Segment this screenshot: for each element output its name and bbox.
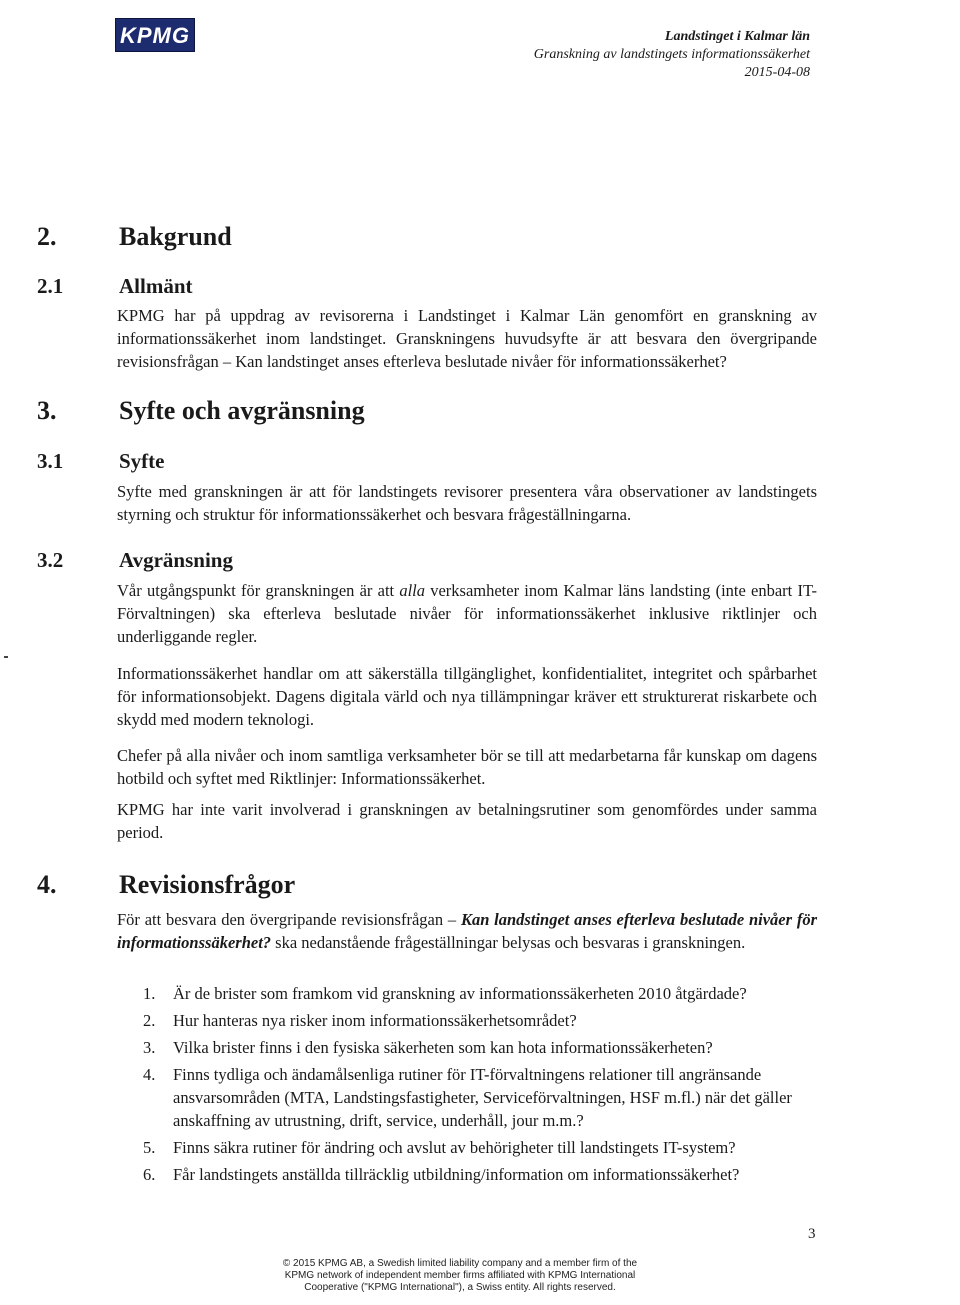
section-3-2-paragraph-1: [117, 579, 817, 648]
page-number: 3: [808, 1226, 816, 1242]
emphasis-text: Kan landstinget anses efterleva beslutade nivåer för informationssäkerhet?: [117, 910, 817, 952]
list-item: [143, 982, 823, 1005]
paragraph-text: För att besvara den övergripande revisionsfrågan –: [117, 910, 461, 929]
section-title: Avgränsning: [119, 548, 233, 572]
list-number: 2.: [143, 1011, 156, 1030]
page-header: [534, 28, 810, 82]
list-text: Hur hanteras nya risker inom informationssäkerhetsområdet?: [173, 1011, 577, 1030]
revision-questions-list: [143, 982, 823, 1190]
list-text: Är de brister som framkom vid granskning av informationssäkerheten 2010 åtgärdade?: [173, 984, 747, 1003]
section-3-2-paragraph-3: Chefer på alla nivåer och inom samtliga verksamheter bör se till att medarbetarna får kunskap om dagens hotbild och syftet med Riktlinjer: Informationssäkerhet.: [117, 746, 817, 788]
header-subtitle: Granskning av landstingets informationssäkerhet: [533, 47, 810, 62]
list-number: 1.: [143, 984, 156, 1003]
footer-line: KPMG network of independent member firms affiliated with KPMG International: [284, 1270, 636, 1281]
section-number: 3.: [37, 396, 57, 425]
list-text: Finns säkra rutiner för ändring och avslut av behörigheter till landstingets IT-system?: [173, 1138, 736, 1157]
copyright-footer: [240, 1258, 680, 1294]
section-title: Allmänt: [119, 274, 193, 298]
list-number: 3.: [143, 1038, 156, 1057]
list-item: [143, 1036, 823, 1059]
section-3-2-paragraph-4: KPMG har inte varit involverad i granskningen av betalningsrutiner som genomfördes under samma period.: [117, 800, 817, 842]
list-text: Får landstingets anställda tillräcklig utbildning/information om informationssäkerhet?: [173, 1165, 740, 1184]
paragraph-text: verksamheter inom Kalmar läns landsting (inte enbart IT-Förvaltningen) ska efterleva beslutade nivåer för informationssäkerhet inklusive riktlinjer och underliggande regler.: [117, 581, 818, 646]
section-number: 3.1: [37, 449, 64, 473]
list-number: 5.: [143, 1138, 156, 1157]
list-text: Finns tydliga och ändamålsenliga rutiner för IT-förvaltningens relationer till angränsande ansvarsområden (MTA, Landstingsfastigheter, Serviceförvaltningen, HSF m.fl.) när det gäller anskaffning av utrustning, drift, service, underhåll, jour m.m.?: [173, 1065, 792, 1130]
section-title: Bakgrund: [119, 222, 232, 251]
paragraph-text: Vår utgångspunkt för granskningen är att: [117, 581, 400, 600]
section-4-intro: [117, 908, 817, 954]
section-2-1-paragraph: KPMG har på uppdrag av revisorerna i Landstinget i Kalmar Län genomfört en granskning av informationssäkerhet inom landstinget. Granskningens huvudsyfte är att besvara den övergripande revisionsfrågan – Kan landstinget anses efterleva beslutade nivåer för informationssäkerhet?: [117, 306, 817, 371]
footer-line: © 2015 KPMG AB, a Swedish limited liability company and a member firm of the: [282, 1258, 638, 1269]
section-title: Syfte och avgränsning: [119, 396, 365, 425]
list-item: [143, 1063, 823, 1132]
list-number: 6.: [143, 1165, 156, 1184]
section-3-1-paragraph: Syfte med granskningen är att för landstingets revisorer presentera våra observationer av landstingets styrning och struktur för informationssäkerhet och besvara frågeställningarna.: [117, 482, 817, 524]
header-date: 2015-04-08: [744, 65, 810, 80]
scan-mark: [4, 656, 8, 658]
section-number: 4.: [37, 870, 57, 899]
section-3-2-paragraph-2: Informationssäkerhet handlar om att säkerställa tillgänglighet, konfidentialitet, integritet och spårbarhet för informationsobjekt. Dagens digitala värld och nya tillämpningar kräver ett strukturerat riskarbete och skydd med modern teknologi.: [117, 664, 817, 729]
emphasis-text: alla: [399, 581, 425, 600]
list-text: Vilka brister finns i den fysiska säkerheten som kan hota informationssäkerheten?: [173, 1038, 713, 1057]
header-organization: Landstinget i Kalmar län: [664, 29, 810, 44]
section-number: 2.: [37, 222, 57, 251]
paragraph-text: ska nedanstående frågeställningar belysas och besvaras i granskningen.: [271, 933, 746, 952]
section-number: 2.1: [37, 274, 64, 298]
section-title: Syfte: [119, 449, 165, 473]
section-number: 3.2: [37, 548, 64, 572]
section-title: Revisionsfrågor: [119, 870, 296, 899]
list-item: [143, 1136, 823, 1159]
list-item: [143, 1163, 823, 1186]
footer-line: Cooperative ("KPMG International"), a Swiss entity. All rights reserved.: [304, 1282, 616, 1293]
list-number: 4.: [143, 1065, 156, 1084]
list-item: [143, 1009, 823, 1032]
kpmg-logo: KPMG: [115, 18, 195, 52]
